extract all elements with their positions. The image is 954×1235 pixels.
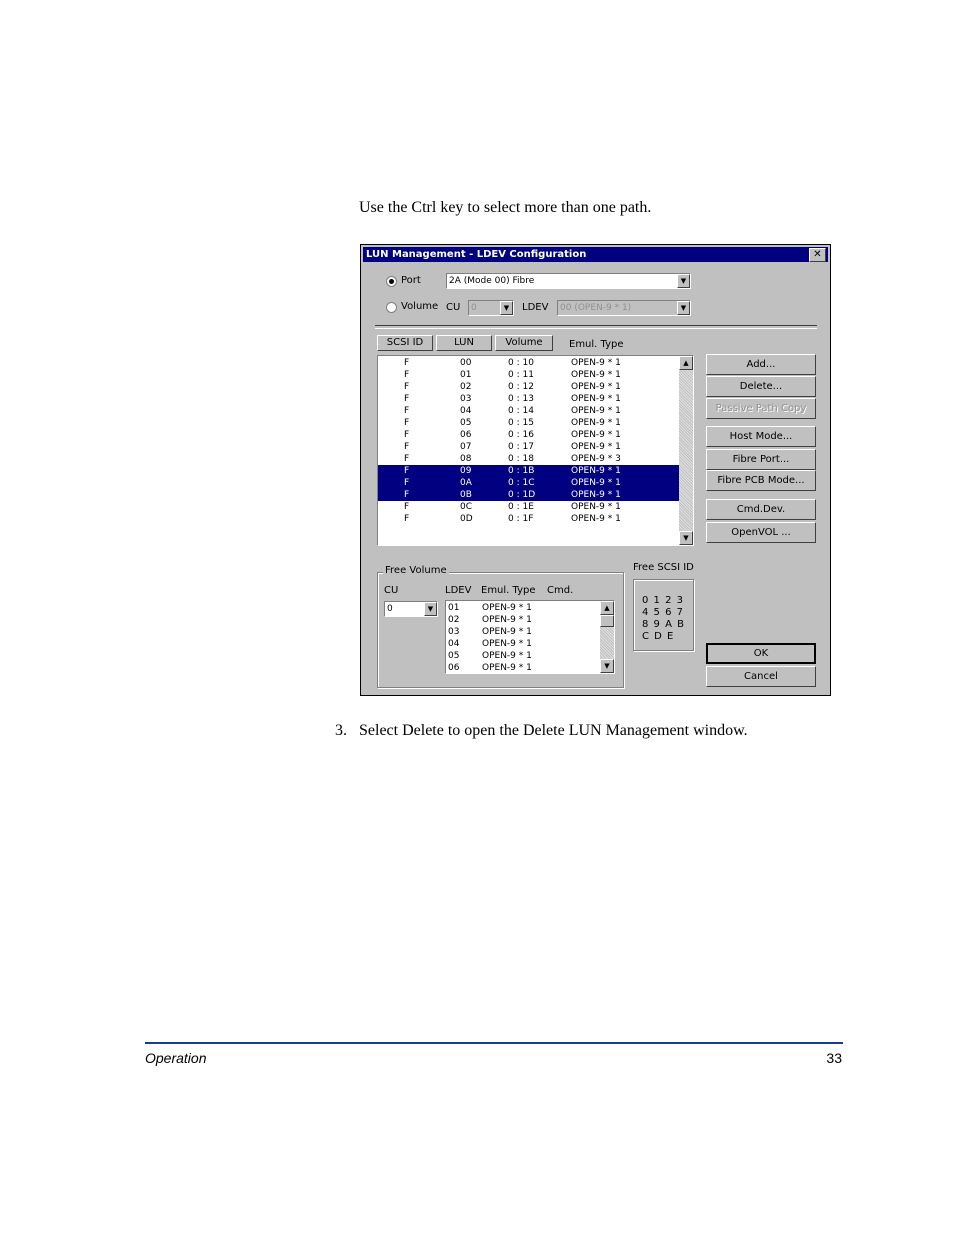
path-cell-scsi: F [404,358,410,368]
path-cell-scsi: F [404,370,410,380]
path-cell-type: OPEN-9 * 1 [571,382,621,392]
column-header-lun[interactable]: LUN [436,335,492,351]
path-row[interactable] [378,417,679,429]
path-cell-lun: 0C [460,502,473,512]
free-volume-row[interactable] [446,662,600,674]
step-text: Select Delete to open the Delete LUN Management window. [359,722,748,739]
scroll-down-icon[interactable]: ▼ [679,531,693,545]
free-scsi-row: 8 9 A B [642,619,685,630]
path-cell-type: OPEN-9 * 1 [571,466,621,476]
free-volume-row[interactable] [446,602,600,614]
paths-scrollbar[interactable] [679,356,693,545]
page-number: 33 [826,1050,842,1066]
free-volume-cell-type: OPEN-9 * 1 [482,663,532,673]
free-volume-row[interactable] [446,614,600,626]
port-select[interactable] [446,273,691,289]
fibre-port-button[interactable]: Fibre Port... [706,449,816,470]
free-scsi-row: C D E [642,631,675,642]
path-row[interactable] [378,381,679,393]
ldev-value: 00 (OPEN-9 * 1) [560,303,632,313]
window-title: LUN Management - LDEV Configuration [366,249,587,260]
path-cell-type: OPEN-9 * 1 [571,514,621,524]
path-cell-vol: 0 : 16 [508,430,534,440]
path-cell-vol: 0 : 15 [508,418,534,428]
path-cell-vol: 0 : 14 [508,406,534,416]
path-cell-vol: 0 : 1F [508,514,534,524]
free-volume-label: Free Volume [385,565,447,576]
free-volume-cell-ldev: 02 [448,615,460,625]
path-cell-type: OPEN-9 * 1 [571,406,621,416]
free-volume-row[interactable] [446,626,600,638]
chevron-down-icon[interactable]: ▼ [500,301,513,315]
path-row[interactable] [378,441,679,453]
path-row[interactable] [378,429,679,441]
cmd-dev-button[interactable]: Cmd.Dev. [706,499,816,520]
scroll-down-icon[interactable]: ▼ [600,659,614,673]
free-ldev-label: LDEV [445,585,472,596]
path-cell-lun: 05 [460,418,472,428]
path-cell-lun: 03 [460,394,472,404]
free-volume-group [377,565,624,688]
path-cell-lun: 08 [460,454,472,464]
add-button[interactable]: Add... [706,354,816,375]
path-cell-type: OPEN-9 * 1 [571,418,621,428]
path-cell-lun: 07 [460,442,472,452]
step-3 [335,722,748,740]
free-cu-value: 0 [387,604,393,614]
path-cell-scsi: F [404,490,410,500]
free-scsi-row: 4 5 6 7 [642,607,684,618]
footer-rule [145,1042,843,1044]
path-cell-lun: 0D [460,514,473,524]
free-cmd-label: Cmd. [547,585,574,596]
port-radio[interactable] [386,276,397,287]
path-cell-vol: 0 : 18 [508,454,534,464]
path-cell-type: OPEN-9 * 1 [571,358,621,368]
path-row[interactable] [378,369,679,381]
scroll-up-icon[interactable]: ▲ [600,601,614,615]
port-value: 2A (Mode 00) Fibre [449,276,535,286]
path-row[interactable] [378,501,679,513]
path-cell-scsi: F [404,502,410,512]
free-cu-select[interactable] [384,601,438,617]
path-cell-type: OPEN-9 * 1 [571,490,621,500]
path-cell-vol: 0 : 1B [508,466,535,476]
path-cell-vol: 0 : 13 [508,394,534,404]
path-cell-lun: 09 [460,466,472,476]
ldev-label: LDEV [522,302,549,313]
host-mode-button[interactable]: Host Mode... [706,426,816,447]
path-cell-lun: 02 [460,382,472,392]
path-cell-type: OPEN-9 * 1 [571,394,621,404]
free-volume-cell-type: OPEN-9 * 1 [482,627,532,637]
step-number: 3. [335,722,347,739]
free-volume-cell-type: OPEN-9 * 1 [482,615,532,625]
free-volume-cell-ldev: 05 [448,651,460,661]
path-cell-scsi: F [404,454,410,464]
path-cell-scsi: F [404,514,410,524]
path-row[interactable] [378,513,679,525]
path-cell-type: OPEN-9 * 1 [571,430,621,440]
port-label: Port [401,275,421,286]
free-volume-scrollbar[interactable] [600,601,614,673]
cu-value: 0 [471,303,477,313]
delete-button[interactable]: Delete... [706,376,816,397]
path-cell-lun: 06 [460,430,472,440]
free-emul-label: Emul. Type [481,585,536,596]
free-volume-cell-ldev: 03 [448,627,460,637]
path-cell-lun: 0A [460,478,472,488]
path-cell-scsi: F [404,418,410,428]
path-cell-vol: 0 : 11 [508,370,534,380]
free-volume-list[interactable] [445,600,615,674]
free-volume-cell-type: OPEN-9 * 1 [482,603,532,613]
scroll-thumb[interactable] [600,615,614,627]
path-row[interactable] [378,453,679,465]
free-scsi-row: 0 1 2 3 [642,595,684,606]
path-cell-type: OPEN-9 * 1 [571,442,621,452]
free-volume-row[interactable] [446,650,600,662]
path-cell-vol: 0 : 17 [508,442,534,452]
free-scsi-id-box [633,579,694,651]
free-volume-row[interactable] [446,638,600,650]
path-cell-vol: 0 : 12 [508,382,534,392]
free-volume-cell-ldev: 06 [448,663,460,673]
path-cell-type: OPEN-9 * 1 [571,478,621,488]
free-volume-cell-ldev: 01 [448,603,460,613]
path-row[interactable] [378,393,679,405]
footer-section: Operation [145,1050,207,1066]
chevron-down-icon[interactable]: ▼ [677,274,690,288]
cancel-button[interactable]: Cancel [706,666,816,687]
volume-radio[interactable] [386,302,397,313]
path-cell-vol: 0 : 1C [508,478,535,488]
path-cell-lun: 00 [460,358,472,368]
scroll-up-icon[interactable]: ▲ [679,356,693,370]
path-cell-scsi: F [404,478,410,488]
path-cell-type: OPEN-9 * 1 [571,502,621,512]
path-row[interactable] [378,477,679,489]
volume-label: Volume [401,301,439,312]
column-header-emul-type: Emul. Type [569,339,624,350]
path-cell-vol: 0 : 10 [508,358,534,368]
path-cell-scsi: F [404,406,410,416]
path-cell-lun: 01 [460,370,472,380]
close-icon[interactable]: ✕ [809,248,826,262]
path-row[interactable] [378,465,679,477]
ldev-select[interactable] [557,300,691,316]
cu-select[interactable] [468,300,514,316]
path-cell-type: OPEN-9 * 1 [571,370,621,380]
path-cell-scsi: F [404,394,410,404]
cu-label: CU [446,302,461,313]
path-cell-scsi: F [404,430,410,440]
path-row[interactable] [378,405,679,417]
fibre-pcb-mode-button[interactable]: Fibre PCB Mode... [706,470,816,491]
chevron-down-icon[interactable]: ▼ [424,602,437,616]
path-cell-vol: 0 : 1D [508,490,536,500]
free-volume-cell-type: OPEN-9 * 1 [482,639,532,649]
path-row[interactable] [378,489,679,501]
column-header-volume[interactable]: Volume [495,335,553,351]
path-cell-scsi: F [404,442,410,452]
lun-management-window [360,244,831,696]
separator [375,325,817,329]
paths-list[interactable] [377,355,694,546]
free-cu-label: CU [384,585,399,596]
path-cell-scsi: F [404,466,410,476]
ok-button[interactable]: OK [706,643,816,664]
path-cell-vol: 0 : 1E [508,502,534,512]
title-bar[interactable] [363,247,828,262]
chevron-down-icon[interactable]: ▼ [677,301,690,315]
path-cell-lun: 0B [460,490,472,500]
column-header-scsi-id[interactable]: SCSI ID [377,335,433,351]
path-cell-type: OPEN-9 * 3 [571,454,621,464]
passive-path-copy-button[interactable]: Passive Path Copy [706,398,816,419]
path-row[interactable] [378,357,679,369]
free-volume-cell-ldev: 04 [448,639,460,649]
free-volume-cell-type: OPEN-9 * 1 [482,651,532,661]
open-vol-button[interactable]: OpenVOL ... [706,522,816,543]
path-cell-lun: 04 [460,406,472,416]
free-scsi-id-label: Free SCSI ID [633,562,694,573]
intro-text: Use the Ctrl key to select more than one path. [359,199,652,216]
path-cell-scsi: F [404,382,410,392]
